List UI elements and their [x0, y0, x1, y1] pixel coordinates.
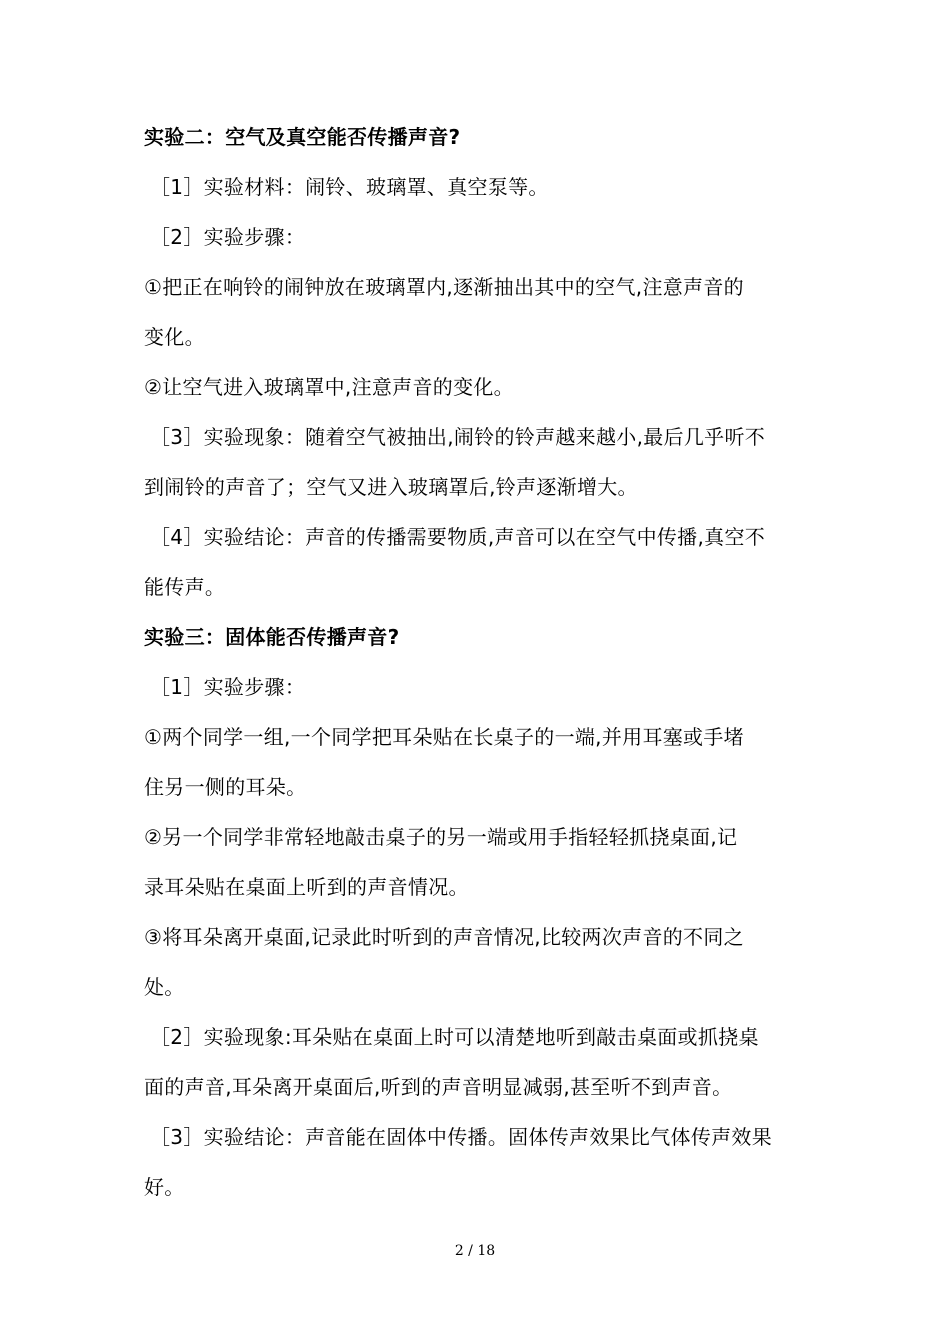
section2-phenomenon-line2: 到闹铃的声音了；空气又进入玻璃罩后,铃声逐渐增大。	[144, 475, 638, 499]
section2-conclusion-line1: ［4］实验结论：声音的传播需要物质,声音可以在空气中传播,真空不	[150, 525, 766, 549]
section3-title: 实验三：固体能否传播声音?	[144, 625, 400, 649]
section2-conclusion-line2: 能传声。	[144, 575, 226, 599]
section3-step3-line2: 处。	[144, 975, 185, 999]
section2-title: 实验二：空气及真空能否传播声音?	[144, 125, 461, 149]
section3-step3-line1: ③将耳朵离开桌面,记录此时听到的声音情况,比较两次声音的不同之	[144, 925, 744, 949]
page-number: 2 / 18	[454, 1243, 496, 1259]
section2-step1-line2: 变化。	[144, 325, 205, 349]
section2-phenomenon-line1: ［3］实验现象：随着空气被抽出,闹铃的铃声越来越小,最后几乎听不	[150, 425, 766, 449]
section2-step2: ②让空气进入玻璃罩中,注意声音的变化。	[144, 375, 514, 399]
document-page	[144, 112, 810, 1212]
section3-conclusion-line2: 好。	[144, 1175, 185, 1199]
section3-step2-line1: ②另一个同学非常轻地敲击桌子的另一端或用手指轻轻抓挠桌面,记	[144, 825, 738, 849]
section2-steps-label: ［2］实验步骤：	[150, 225, 306, 249]
section3-conclusion-line1: ［3］实验结论：声音能在固体中传播。固体传声效果比气体传声效果	[150, 1125, 773, 1149]
section2-step1-line1: ①把正在响铃的闹钟放在玻璃罩内,逐渐抽出其中的空气,注意声音的	[144, 275, 744, 299]
section2-materials: ［1］实验材料：闹铃、玻璃罩、真空泵等。	[150, 175, 549, 199]
section3-phenomenon-line2: 面的声音,耳朵离开桌面后,听到的声音明显减弱,甚至听不到声音。	[144, 1075, 733, 1099]
section3-step1-line1: ①两个同学一组,一个同学把耳朵贴在长桌子的一端,并用耳塞或手堵	[144, 725, 744, 749]
section3-step2-line2: 录耳朵贴在桌面上听到的声音情况。	[144, 875, 469, 899]
section3-step1-line2: 住另一侧的耳朵。	[144, 775, 307, 799]
section3-phenomenon-line1: ［2］实验现象:耳朵贴在桌面上时可以清楚地听到敲击桌面或抓挠桌	[150, 1025, 759, 1049]
section3-steps-label: ［1］实验步骤：	[150, 675, 306, 699]
